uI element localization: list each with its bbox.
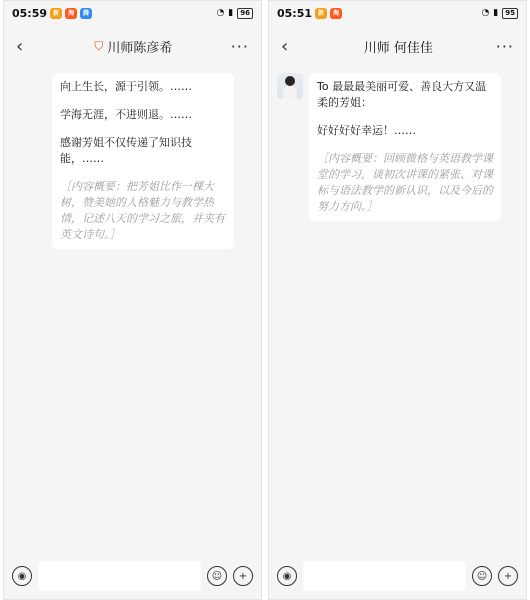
add-icon[interactable]: +: [233, 566, 253, 586]
phone-right: [268, 0, 527, 600]
signal-icon: ▮: [228, 8, 234, 18]
chat-header: [269, 25, 526, 67]
message-input[interactable]: [38, 561, 201, 591]
message-input[interactable]: [303, 561, 466, 591]
input-bar: [4, 553, 261, 599]
wifi-icon: ◔: [481, 8, 490, 18]
more-icon[interactable]: ···: [495, 36, 514, 56]
app-badge-icon: 淘: [330, 8, 342, 19]
message-bubble[interactable]: [52, 73, 234, 249]
message-bubble[interactable]: [309, 73, 501, 221]
message-summary-note: ［内容概要：把芳姐比作一棵大树，赞美她的人格魅力与教学热情，记述八天的学习之旅，并夹有英文诗句。］: [60, 180, 225, 241]
add-icon[interactable]: +: [498, 566, 518, 586]
voice-icon[interactable]: ◉: [277, 566, 297, 586]
back-icon[interactable]: ‹: [281, 35, 289, 57]
chat-title: 川师 何佳佳: [363, 40, 433, 56]
status-time: 05:59: [12, 6, 48, 20]
input-bar: [269, 553, 526, 599]
voice-icon[interactable]: ◉: [12, 566, 32, 586]
chat-header: [4, 25, 261, 67]
chat-title: 川师陈彦希: [107, 40, 173, 56]
chat-body[interactable]: [269, 67, 526, 567]
phone-left: [3, 0, 262, 600]
more-icon[interactable]: ···: [230, 36, 249, 56]
chat-body[interactable]: [4, 67, 261, 567]
message-paragraph: 学海无涯，不进则退。……: [60, 108, 192, 121]
emoji-icon[interactable]: ☺: [472, 566, 492, 586]
status-bar: [4, 1, 261, 25]
app-badge-icon: 新: [50, 8, 62, 19]
battery-icon: 95: [502, 8, 518, 19]
app-badge-icon: 淘: [65, 8, 77, 19]
message-paragraph: 感谢芳姐不仅传递了知识技能，……: [60, 136, 192, 165]
emoji-icon[interactable]: ☺: [207, 566, 227, 586]
message-summary-note: ［内容概要：回顾微格与英语教学课堂的学习，谈初次讲课的紧张、对课标与语法教学的新认识，以及今后的努力方向。］: [317, 152, 493, 213]
verified-shield-icon: ⛉: [94, 38, 104, 53]
app-badge-icon: 腾: [80, 8, 92, 19]
message-paragraph: 向上生长，源于引领。……: [60, 80, 192, 93]
status-bar: [269, 1, 526, 25]
signal-icon: ▮: [493, 8, 499, 18]
app-badge-icon: 新: [315, 8, 327, 19]
wifi-icon: ◔: [216, 8, 225, 18]
battery-icon: 96: [237, 8, 253, 19]
message-paragraph: To 最最最美丽可爱、善良大方又温柔的芳姐：: [317, 80, 487, 109]
message-paragraph: 好好好好幸运！……: [317, 124, 416, 137]
status-time: 05:51: [277, 6, 313, 20]
back-icon[interactable]: ‹: [16, 35, 24, 57]
avatar[interactable]: [277, 73, 303, 99]
